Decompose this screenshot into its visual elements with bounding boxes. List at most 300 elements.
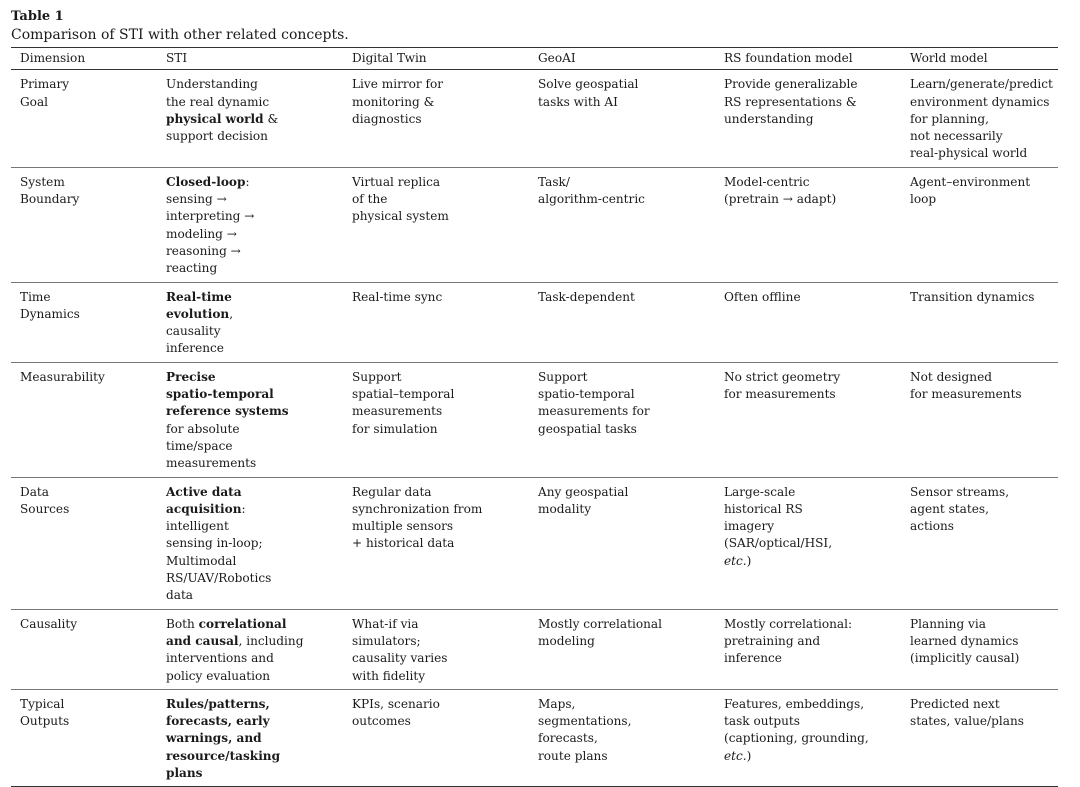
cell-line xyxy=(910,484,1050,501)
text-run: intelligent xyxy=(166,519,229,534)
cell-line xyxy=(352,369,521,386)
column-header-world-model: World model xyxy=(901,48,1058,70)
text-run: Time xyxy=(20,289,51,304)
text-run: causality varies xyxy=(352,651,448,666)
text-run: Both xyxy=(166,616,199,631)
text-run: Predicted next xyxy=(910,696,1000,711)
cell-line xyxy=(724,501,893,518)
cell-line xyxy=(910,696,1050,713)
table-subtitle: Comparison of STI with other related concepts. xyxy=(11,27,349,43)
comparison-table xyxy=(11,47,1058,787)
cell-data-sources-digital-twin xyxy=(343,477,529,609)
cell-line xyxy=(538,369,707,386)
cell-line xyxy=(724,748,893,765)
column-header-geoai: GeoAI xyxy=(529,48,715,70)
cell-line xyxy=(538,713,707,730)
cell-primary-goal-digital-twin xyxy=(343,70,529,167)
cell-line xyxy=(166,765,335,782)
text-run: the real dynamic xyxy=(166,94,270,109)
cell-line xyxy=(352,289,521,306)
cell-line xyxy=(166,748,335,765)
cell-line xyxy=(166,570,335,587)
text-run: route plans xyxy=(538,748,608,763)
cell-line xyxy=(20,94,149,111)
cell-line xyxy=(724,633,893,650)
cell-line xyxy=(538,403,707,420)
cell-line xyxy=(166,386,335,403)
text-run: causality xyxy=(166,324,221,339)
cell-line xyxy=(166,289,335,306)
column-header-rs-foundation-model: RS foundation model xyxy=(715,48,901,70)
cell-typical-outputs-geoai xyxy=(529,689,715,786)
text-run: inference xyxy=(724,651,782,666)
cell-line xyxy=(538,76,707,93)
cell-system-boundary-rs-foundation-model xyxy=(715,167,901,282)
cell-line xyxy=(724,616,893,633)
cell-line xyxy=(538,484,707,501)
cell-line xyxy=(166,340,335,357)
text-run: outcomes xyxy=(352,714,411,729)
text-run: Not designed xyxy=(910,369,992,384)
cell-typical-outputs-rs-foundation-model xyxy=(715,689,901,786)
cell-line xyxy=(724,289,893,306)
table-row-measurability xyxy=(11,362,1058,477)
cell-system-boundary-dimension xyxy=(11,167,157,282)
bold-text: physical world xyxy=(166,111,264,126)
cell-typical-outputs-digital-twin xyxy=(343,689,529,786)
cell-line xyxy=(20,191,149,208)
cell-line xyxy=(910,145,1050,162)
text-run: pretraining and xyxy=(724,633,821,648)
text-run: segmentations, xyxy=(538,714,632,729)
text-run: Sources xyxy=(20,501,70,516)
text-run: interventions and xyxy=(166,651,274,666)
cell-line xyxy=(166,306,335,323)
text-run: Boundary xyxy=(20,192,80,207)
cell-line xyxy=(166,421,335,438)
text-run: Causality xyxy=(20,616,78,631)
cell-system-boundary-geoai xyxy=(529,167,715,282)
cell-primary-goal-dimension xyxy=(11,70,157,167)
cell-line xyxy=(724,553,893,570)
cell-line xyxy=(538,730,707,747)
cell-line xyxy=(538,748,707,765)
cell-line xyxy=(910,386,1050,403)
text-run: not necessarily xyxy=(910,129,1003,144)
cell-line xyxy=(166,76,335,93)
text-run: Model-centric xyxy=(724,174,810,189)
cell-causality-dimension xyxy=(11,609,157,689)
cell-typical-outputs-world-model xyxy=(901,689,1058,786)
text-run: RS representations & xyxy=(724,94,857,109)
cell-line xyxy=(20,369,149,386)
cell-line xyxy=(166,111,335,128)
text-run: Dynamics xyxy=(20,306,80,321)
cell-line xyxy=(352,501,521,518)
cell-line xyxy=(352,713,521,730)
text-run: environment dynamics xyxy=(910,94,1050,109)
text-run: (captioning, grounding, xyxy=(724,731,869,746)
text-run: with fidelity xyxy=(352,668,426,683)
text-run: Virtual replica xyxy=(352,174,441,189)
column-header-dimension: Dimension xyxy=(11,48,157,70)
cell-line xyxy=(166,501,335,518)
text-run: (pretrain → adapt) xyxy=(724,192,837,207)
text-run: physical system xyxy=(352,209,449,224)
text-run: Large-scale xyxy=(724,484,796,499)
cell-line xyxy=(724,484,893,501)
cell-line xyxy=(910,128,1050,145)
bold-text: spatio-temporal xyxy=(166,387,274,402)
text-run: monitoring & xyxy=(352,94,435,109)
cell-line xyxy=(352,484,521,501)
text-run: data xyxy=(166,588,194,603)
cell-line xyxy=(166,616,335,633)
cell-line xyxy=(20,76,149,93)
text-run: RS/UAV/Robotics xyxy=(166,571,272,586)
text-run: , xyxy=(229,306,234,321)
text-run: multiple sensors xyxy=(352,519,454,534)
cell-causality-world-model xyxy=(901,609,1058,689)
cell-line xyxy=(352,94,521,111)
cell-line xyxy=(20,289,149,306)
text-run: Outputs xyxy=(20,714,70,729)
cell-line xyxy=(166,438,335,455)
cell-line xyxy=(724,174,893,191)
text-run: Maps, xyxy=(538,696,576,711)
table-row-data-sources xyxy=(11,477,1058,609)
text-run: time/space xyxy=(166,438,233,453)
bold-text: Closed-loop xyxy=(166,174,246,189)
column-header-digital-twin: Digital Twin xyxy=(343,48,529,70)
text-run: algorithm-centric xyxy=(538,192,645,207)
cell-primary-goal-geoai xyxy=(529,70,715,167)
italic-text: etc. xyxy=(724,748,747,763)
bold-text: evolution xyxy=(166,306,230,321)
text-run: + historical data xyxy=(352,536,455,551)
bold-text: resource/tasking xyxy=(166,748,281,763)
text-run: KPIs, scenario xyxy=(352,696,440,711)
text-run: loop xyxy=(910,192,937,207)
text-run: Understanding xyxy=(166,77,258,92)
cell-causality-sti xyxy=(157,609,343,689)
text-run: Support xyxy=(538,369,588,384)
cell-line xyxy=(538,191,707,208)
cell-line xyxy=(724,535,893,552)
cell-line xyxy=(166,208,335,225)
cell-line xyxy=(352,76,521,93)
cell-line xyxy=(724,713,893,730)
text-run: historical RS xyxy=(724,501,803,516)
cell-line xyxy=(352,650,521,667)
cell-measurability-dimension xyxy=(11,362,157,477)
cell-line xyxy=(166,455,335,472)
cell-data-sources-dimension xyxy=(11,477,157,609)
cell-line xyxy=(910,501,1050,518)
text-run: Features, embeddings, xyxy=(724,696,865,711)
text-run: Agent–environment xyxy=(910,174,1031,189)
table-row-causality xyxy=(11,609,1058,689)
cell-time-dynamics-geoai xyxy=(529,282,715,362)
cell-line xyxy=(166,730,335,747)
cell-line xyxy=(352,668,521,685)
italic-text: etc. xyxy=(724,553,747,568)
text-run: task outputs xyxy=(724,714,800,729)
text-run: sensing in-loop; xyxy=(166,536,263,551)
text-run: of the xyxy=(352,192,388,207)
text-run: Provide generalizable xyxy=(724,77,858,92)
text-run: measurements xyxy=(166,456,257,471)
cell-line xyxy=(166,403,335,420)
cell-causality-geoai xyxy=(529,609,715,689)
cell-line xyxy=(910,650,1050,667)
text-run: Multimodal xyxy=(166,553,237,568)
text-run: , including xyxy=(238,633,304,648)
text-run: Support xyxy=(352,369,402,384)
cell-line xyxy=(538,696,707,713)
cell-data-sources-world-model xyxy=(901,477,1058,609)
cell-line xyxy=(166,369,335,386)
table-label: Table 1 xyxy=(11,9,64,24)
cell-line xyxy=(724,730,893,747)
text-run: agent states, xyxy=(910,501,989,516)
cell-line xyxy=(538,633,707,650)
text-run: ) xyxy=(746,553,752,568)
cell-line xyxy=(910,369,1050,386)
table-row-typical-outputs xyxy=(11,689,1058,786)
text-run: Data xyxy=(20,484,49,499)
text-run: spatio-temporal xyxy=(538,387,635,402)
cell-line xyxy=(20,696,149,713)
text-run: sensing → xyxy=(166,192,227,207)
cell-line xyxy=(910,616,1050,633)
cell-line xyxy=(352,616,521,633)
text-run: for simulation xyxy=(352,421,438,436)
cell-system-boundary-digital-twin xyxy=(343,167,529,282)
text-run: : xyxy=(245,174,250,189)
cell-line xyxy=(910,191,1050,208)
text-run: ) xyxy=(746,748,752,763)
text-run: understanding xyxy=(724,111,814,126)
text-run: inference xyxy=(166,341,224,356)
table-caption xyxy=(11,8,349,44)
table-body xyxy=(11,70,1058,787)
text-run: Planning via xyxy=(910,616,986,631)
cell-line xyxy=(20,501,149,518)
cell-line xyxy=(538,421,707,438)
cell-line xyxy=(352,191,521,208)
bold-text: Active data xyxy=(166,484,242,499)
text-run: imagery xyxy=(724,519,775,534)
cell-line xyxy=(724,191,893,208)
cell-line xyxy=(20,306,149,323)
cell-causality-digital-twin xyxy=(343,609,529,689)
text-run: geospatial tasks xyxy=(538,421,637,436)
cell-line xyxy=(910,174,1050,191)
cell-line xyxy=(724,369,893,386)
bold-text: and causal xyxy=(166,633,239,648)
text-run: modality xyxy=(538,501,592,516)
cell-measurability-geoai xyxy=(529,362,715,477)
text-run: Real-time sync xyxy=(352,289,443,304)
cell-line xyxy=(352,111,521,128)
cell-data-sources-rs-foundation-model xyxy=(715,477,901,609)
text-run: Learn/generate/predict xyxy=(910,77,1053,92)
cell-line xyxy=(166,587,335,604)
cell-typical-outputs-dimension xyxy=(11,689,157,786)
text-run: modeling → xyxy=(166,226,237,241)
cell-line xyxy=(352,386,521,403)
cell-line xyxy=(20,174,149,191)
text-run: Goal xyxy=(20,94,49,109)
text-run: System xyxy=(20,174,65,189)
text-run: Often offline xyxy=(724,289,801,304)
cell-line xyxy=(166,713,335,730)
cell-line xyxy=(910,289,1050,306)
cell-time-dynamics-digital-twin xyxy=(343,282,529,362)
text-run: policy evaluation xyxy=(166,668,271,683)
cell-line xyxy=(352,208,521,225)
cell-line xyxy=(724,94,893,111)
text-run: reasoning → xyxy=(166,243,241,258)
cell-line xyxy=(352,421,521,438)
column-header-sti: STI xyxy=(157,48,343,70)
text-run: for measurements xyxy=(910,387,1022,402)
cell-line xyxy=(724,518,893,535)
text-run: Transition dynamics xyxy=(910,289,1035,304)
cell-typical-outputs-sti xyxy=(157,689,343,786)
text-run: Task/ xyxy=(538,174,570,189)
cell-time-dynamics-world-model xyxy=(901,282,1058,362)
cell-line xyxy=(910,713,1050,730)
header-row xyxy=(11,48,1058,70)
cell-line xyxy=(166,484,335,501)
cell-line xyxy=(166,323,335,340)
table-row-primary-goal xyxy=(11,70,1058,167)
cell-line xyxy=(910,518,1050,535)
text-run: : xyxy=(241,501,246,516)
cell-line xyxy=(910,111,1050,128)
cell-line xyxy=(166,518,335,535)
cell-line xyxy=(724,386,893,403)
text-run: support decision xyxy=(166,129,268,144)
table-row-system-boundary xyxy=(11,167,1058,282)
cell-data-sources-geoai xyxy=(529,477,715,609)
cell-measurability-sti xyxy=(157,362,343,477)
text-run: actions xyxy=(910,519,954,534)
text-run: real-physical world xyxy=(910,146,1028,161)
cell-line xyxy=(20,713,149,730)
cell-line xyxy=(352,633,521,650)
bold-text: Rules/patterns, xyxy=(166,696,270,711)
text-run: for planning, xyxy=(910,111,990,126)
text-run: synchronization from xyxy=(352,501,483,516)
cell-line xyxy=(166,191,335,208)
cell-line xyxy=(352,174,521,191)
cell-line xyxy=(352,518,521,535)
cell-line xyxy=(166,128,335,145)
bold-text: Precise xyxy=(166,369,216,384)
cell-primary-goal-world-model xyxy=(901,70,1058,167)
text-run: measurements xyxy=(352,404,443,419)
text-run: Sensor streams, xyxy=(910,484,1010,499)
text-run: Typical xyxy=(20,696,65,711)
bold-text: correlational xyxy=(198,616,287,631)
text-run: forecasts, xyxy=(538,731,598,746)
cell-line xyxy=(166,696,335,713)
cell-line xyxy=(166,650,335,667)
bold-text: forecasts, early xyxy=(166,714,270,729)
cell-line xyxy=(352,403,521,420)
cell-system-boundary-world-model xyxy=(901,167,1058,282)
cell-line xyxy=(352,696,521,713)
text-run: Live mirror for xyxy=(352,77,444,92)
cell-data-sources-sti xyxy=(157,477,343,609)
cell-line xyxy=(724,696,893,713)
cell-measurability-rs-foundation-model xyxy=(715,362,901,477)
cell-line xyxy=(538,94,707,111)
cell-line xyxy=(20,616,149,633)
cell-line xyxy=(538,289,707,306)
cell-line xyxy=(538,501,707,518)
cell-line xyxy=(166,243,335,260)
text-run: modeling xyxy=(538,633,595,648)
cell-line xyxy=(724,111,893,128)
cell-causality-rs-foundation-model xyxy=(715,609,901,689)
text-run: for absolute xyxy=(166,421,240,436)
bold-text: Real-time xyxy=(166,289,232,304)
text-run: diagnostics xyxy=(352,111,422,126)
text-run: Primary xyxy=(20,77,70,92)
text-run: Solve geospatial xyxy=(538,77,639,92)
cell-primary-goal-rs-foundation-model xyxy=(715,70,901,167)
cell-line xyxy=(910,76,1053,93)
cell-line xyxy=(166,668,335,685)
text-run: simulators; xyxy=(352,633,421,648)
cell-line xyxy=(724,76,893,93)
text-run: Any geospatial xyxy=(538,484,629,499)
cell-measurability-digital-twin xyxy=(343,362,529,477)
cell-time-dynamics-rs-foundation-model xyxy=(715,282,901,362)
cell-line xyxy=(20,484,149,501)
cell-line xyxy=(910,94,1050,111)
text-run: & xyxy=(263,111,279,126)
cell-measurability-world-model xyxy=(901,362,1058,477)
text-run: learned dynamics xyxy=(910,633,1019,648)
cell-primary-goal-sti xyxy=(157,70,343,167)
cell-line xyxy=(538,386,707,403)
text-run: (implicitly causal) xyxy=(910,651,1020,666)
text-run: Task-dependent xyxy=(538,289,635,304)
text-run: (SAR/optical/HSI, xyxy=(724,536,833,551)
cell-line xyxy=(538,174,707,191)
text-run: Regular data xyxy=(352,484,432,499)
bold-text: plans xyxy=(166,765,203,780)
text-run: reacting xyxy=(166,261,218,276)
cell-line xyxy=(724,650,893,667)
text-run: interpreting → xyxy=(166,209,255,224)
cell-line xyxy=(166,260,335,277)
table-row-time-dynamics xyxy=(11,282,1058,362)
cell-line xyxy=(166,535,335,552)
cell-line xyxy=(538,616,707,633)
text-run: measurements for xyxy=(538,404,650,419)
cell-line xyxy=(166,633,335,650)
bold-text: warnings, and xyxy=(166,731,262,746)
cell-time-dynamics-sti xyxy=(157,282,343,362)
text-run: spatial–temporal xyxy=(352,387,455,402)
cell-line xyxy=(166,553,335,570)
